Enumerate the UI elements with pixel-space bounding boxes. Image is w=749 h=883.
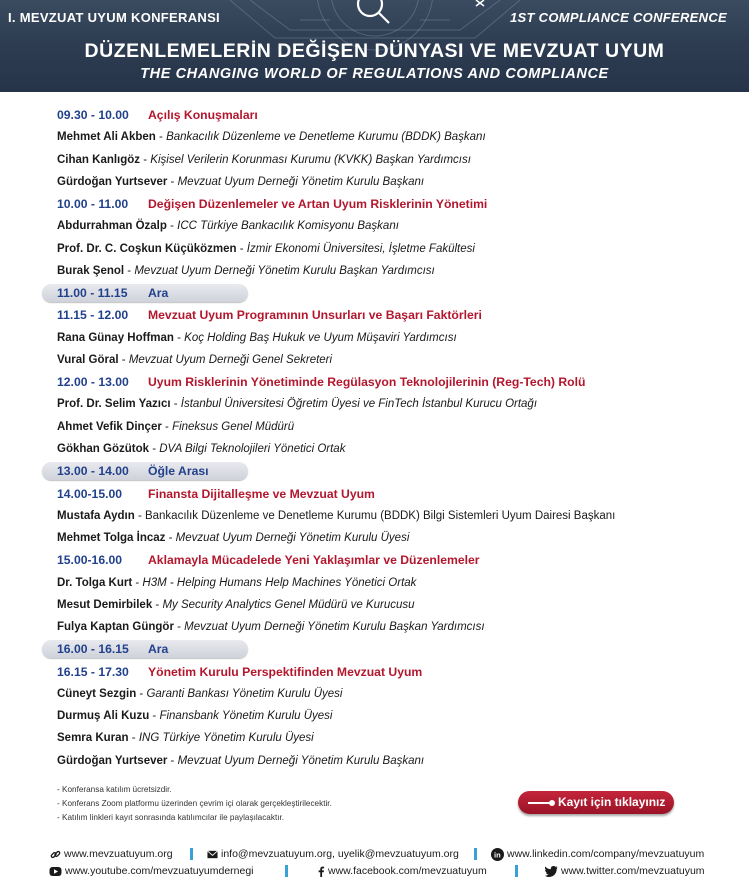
speaker-role: H3M - Helping Humans Help Machines Yönetici Ortak [142, 576, 417, 589]
session-topic: Değişen Düzenlemeler ve Artan Uyum Risklerinin Yönetimi [148, 197, 488, 212]
email-text: info@mevzuatuyum.org, uyelik@mevzuatuyum.org [221, 848, 459, 860]
speaker-row [0, 527, 749, 549]
break-label: Ara [148, 286, 169, 301]
speaker-name: Ahmet Vefik Dinçer [57, 420, 162, 433]
speaker-row [0, 683, 749, 705]
speaker-separator: - [165, 532, 176, 545]
break-time: 16.00 - 16.15 [57, 642, 129, 657]
linkedin-link[interactable] [491, 847, 704, 861]
speaker-name: Durmuş Ali Kuzu [57, 710, 150, 723]
website-link[interactable] [50, 847, 173, 861]
speaker-row [0, 327, 749, 349]
conference-title-tr: DÜZENLEMELERİN DEĞİŞEN DÜNYASI VE MEVZUAT UYUM [84, 40, 665, 62]
break-time: 11.00 - 11.15 [57, 286, 128, 301]
conference-name-en: 1ST COMPLIANCE CONFERENCE [510, 10, 727, 25]
twitter-icon [545, 866, 558, 877]
session-row [0, 549, 749, 571]
speaker-role: Koç Holding Baş Hukuk ve Uyum Müşaviri Yardımcısı [184, 331, 457, 344]
speaker-row [0, 750, 749, 772]
agenda-list [0, 104, 749, 772]
speaker-name: Abdurrahman Özalp [57, 220, 167, 233]
speaker-separator: - [166, 220, 178, 233]
speaker-role: ICC Türkiye Bankacılık Komisyonu Başkanı [177, 220, 399, 233]
session-topic: Mevzuat Uyum Programının Unsurları ve Başarı Faktörleri [148, 308, 482, 323]
speaker-row [0, 594, 749, 616]
linkedin-icon [491, 848, 504, 861]
session-time: 15.00-16.00 [57, 553, 123, 568]
speaker-role: Kişisel Verilerin Korunması Kurumu (KVKK) Başkan Yardımcısı [150, 153, 471, 166]
footer [0, 843, 749, 883]
conference-title-en: THE CHANGING WORLD OF REGULATIONS AND COMPLIANCE [140, 66, 609, 82]
speaker-role: Mevzuat Uyum Derneği Yönetim Kurulu Başkan Yardımcısı [134, 264, 435, 277]
email-link[interactable] [207, 847, 459, 861]
speaker-name: Gürdoğan Yurtsever [57, 175, 168, 188]
youtube-text: www.youtube.com/mevzuatuyumdernegi [65, 865, 254, 877]
footer-divider [190, 848, 193, 860]
speaker-row [0, 505, 749, 527]
session-topic: Yönetim Kurulu Perspektifinden Mevzuat Uyum [148, 664, 423, 679]
speaker-role: My Security Analytics Genel Müdürü ve Kurucusu [162, 598, 415, 611]
speaker-role: Bankacılık Düzenleme ve Denetleme Kurumu (BDDK) Başkanı [166, 131, 486, 144]
speaker-name: Gürdoğan Yurtsever [57, 754, 168, 767]
session-time: 14.00-15.00 [57, 486, 123, 501]
speaker-row [0, 260, 749, 282]
session-time: 16.15 - 17.30 [57, 664, 129, 679]
speaker-separator: - [136, 687, 147, 700]
speaker-row [0, 215, 749, 237]
speaker-name: Vural Göral [57, 353, 119, 366]
speaker-role: Finansbank Yönetim Kurulu Üyesi [159, 710, 333, 723]
speaker-role: İzmir Ekonomi Üniversitesi, İşletme Fakültesi [246, 242, 475, 255]
speaker-separator: - [128, 732, 139, 745]
break-label: Öğle Arası [148, 464, 209, 479]
speaker-row [0, 349, 749, 371]
session-row [0, 483, 749, 505]
link-icon [50, 849, 61, 860]
speaker-separator: - [118, 353, 129, 366]
break-row [0, 638, 749, 660]
speaker-name: Mehmet Ali Akben [57, 131, 156, 144]
speaker-separator: - [170, 398, 181, 411]
speaker-separator: - Bankacılık Düzenleme ve Denetleme Kurumu (BDDK) Bilgi Sistemleri Uyum Dairesi Başkanı [134, 509, 616, 522]
break-time: 13.00 - 14.00 [57, 464, 129, 479]
speaker-separator: - [167, 175, 178, 188]
speaker-name: Cihan Kanlıgöz [57, 153, 141, 166]
speaker-row [0, 393, 749, 415]
session-time: 12.00 - 13.00 [57, 375, 129, 390]
session-row [0, 304, 749, 326]
note-item: - Konferansa katılım ücretsizdir. [57, 785, 172, 794]
speaker-separator: - [236, 242, 247, 255]
session-topic: Uyum Risklerinin Yönetiminde Regülasyon Teknolojilerinin (Reg-Tech) Rolü [148, 375, 586, 390]
svg-text:in: in [494, 850, 501, 859]
youtube-icon [49, 866, 62, 877]
speaker-name: Mehmet Tolga İncaz [57, 532, 166, 545]
facebook-icon [317, 866, 325, 877]
session-time: 09.30 - 10.00 [57, 108, 129, 122]
session-row [0, 193, 749, 215]
speaker-separator: - [149, 442, 160, 455]
speaker-role: DVA Bilgi Teknolojileri Yönetici Ortak [159, 442, 346, 455]
speaker-row [0, 727, 749, 749]
facebook-text: www.facebook.com/mevzuatuyum [328, 865, 487, 877]
session-topic: Finansta Dijitalleşme ve Mevzuat Uyum [148, 486, 375, 501]
speaker-role: İstanbul Üniversitesi Öğretim Üyesi ve FinTech İstanbul Kurucu Ortağı [180, 398, 538, 411]
speaker-name: Prof. Dr. C. Coşkun Küçüközmen [57, 242, 237, 255]
speaker-name: Semra Kuran [57, 732, 129, 745]
speaker-name: Rana Günay Hoffman [57, 331, 174, 344]
speaker-row [0, 171, 749, 193]
speaker-row [0, 705, 749, 727]
speaker-separator: - [152, 598, 163, 611]
register-button[interactable] [518, 791, 674, 814]
note-item: - Katılım linkleri kayıt sonrasında katılımcılar ile paylaşılacaktır. [57, 813, 285, 822]
speaker-name: Fulya Kaptan Güngör [57, 621, 174, 634]
speaker-separator: - [140, 153, 151, 166]
footer-divider [515, 865, 518, 877]
register-button-label: Kayıt için tıklayınız [558, 795, 666, 809]
note-item: - Konferans Zoom platformu üzerinden çevrim içi olarak gerçekleştirilecektir. [57, 799, 332, 808]
facebook-link[interactable] [317, 864, 487, 878]
speaker-row [0, 572, 749, 594]
speaker-role: ING Türkiye Yönetim Kurulu Üyesi [138, 732, 314, 745]
speaker-role: Mevzuat Uyum Derneği Yönetim Kurulu Üyesi [175, 532, 410, 545]
speaker-role: Mevzuat Uyum Derneği Yönetim Kurulu Başkanı [177, 175, 425, 188]
session-row [0, 104, 749, 126]
notes [57, 783, 332, 825]
session-topic: Açılış Konuşmaları [148, 108, 258, 122]
website-text: www.mevzuatuyum.org [64, 848, 173, 860]
speaker-role: Mevzuat Uyum Derneği Yönetim Kurulu Başkanı [177, 754, 425, 767]
speaker-separator: - [161, 420, 173, 433]
twitter-link[interactable] [545, 864, 705, 878]
session-row [0, 661, 749, 683]
speaker-row [0, 416, 749, 438]
speaker-separator: - [167, 754, 178, 767]
session-topic: Aklamayla Mücadelede Yeni Yaklaşımlar ve Düzenlemeler [148, 553, 480, 568]
speaker-row [0, 126, 749, 148]
speaker-role: Mevzuat Uyum Derneği Yönetim Kurulu Başkan Yardımcısı [184, 621, 485, 634]
speaker-name: Cüneyt Sezgin [57, 687, 137, 700]
break-row [0, 282, 749, 304]
speaker-separator: - [155, 131, 167, 144]
envelope-icon [207, 849, 218, 860]
twitter-text: www.twitter.com/mevzuatuyum [561, 865, 705, 877]
speaker-role: Garanti Bankası Yönetim Kurulu Üyesi [146, 687, 343, 700]
speaker-name: Mustafa Aydın [57, 509, 135, 522]
break-row [0, 460, 749, 482]
speaker-separator: - [173, 331, 185, 344]
footer-divider [285, 865, 288, 877]
speaker-name: Burak Şenol [57, 264, 125, 277]
session-row [0, 371, 749, 393]
speaker-separator: - [173, 621, 185, 634]
speaker-row [0, 149, 749, 171]
speaker-separator: - [132, 576, 143, 589]
speaker-role: Mevzuat Uyum Derneği Genel Sekreteri [128, 353, 333, 366]
speaker-name: Dr. Tolga Kurt [57, 576, 133, 589]
speaker-name: Mesut Demirbilek [57, 598, 153, 611]
break-label: Ara [148, 642, 169, 657]
session-time: 10.00 - 11.00 [57, 197, 129, 212]
speaker-separator: - [124, 264, 135, 277]
youtube-link[interactable] [49, 864, 254, 878]
speaker-separator: - [149, 710, 160, 723]
conference-name-tr: I. MEVZUAT UYUM KONFERANSI [8, 10, 220, 25]
arrow-icon [528, 802, 552, 804]
speaker-name: Prof. Dr. Selim Yazıcı [57, 398, 171, 411]
linkedin-text: www.linkedin.com/company/mevzuatuyum [507, 848, 705, 860]
footer-divider [474, 848, 477, 860]
speaker-name: Gökhan Gözütok [57, 442, 149, 455]
session-time: 11.15 - 12.00 [57, 308, 129, 323]
speaker-row [0, 438, 749, 460]
page-header [0, 0, 749, 92]
speaker-role: Fineksus Genel Müdürü [172, 420, 295, 433]
speaker-row [0, 238, 749, 260]
speaker-row [0, 616, 749, 638]
